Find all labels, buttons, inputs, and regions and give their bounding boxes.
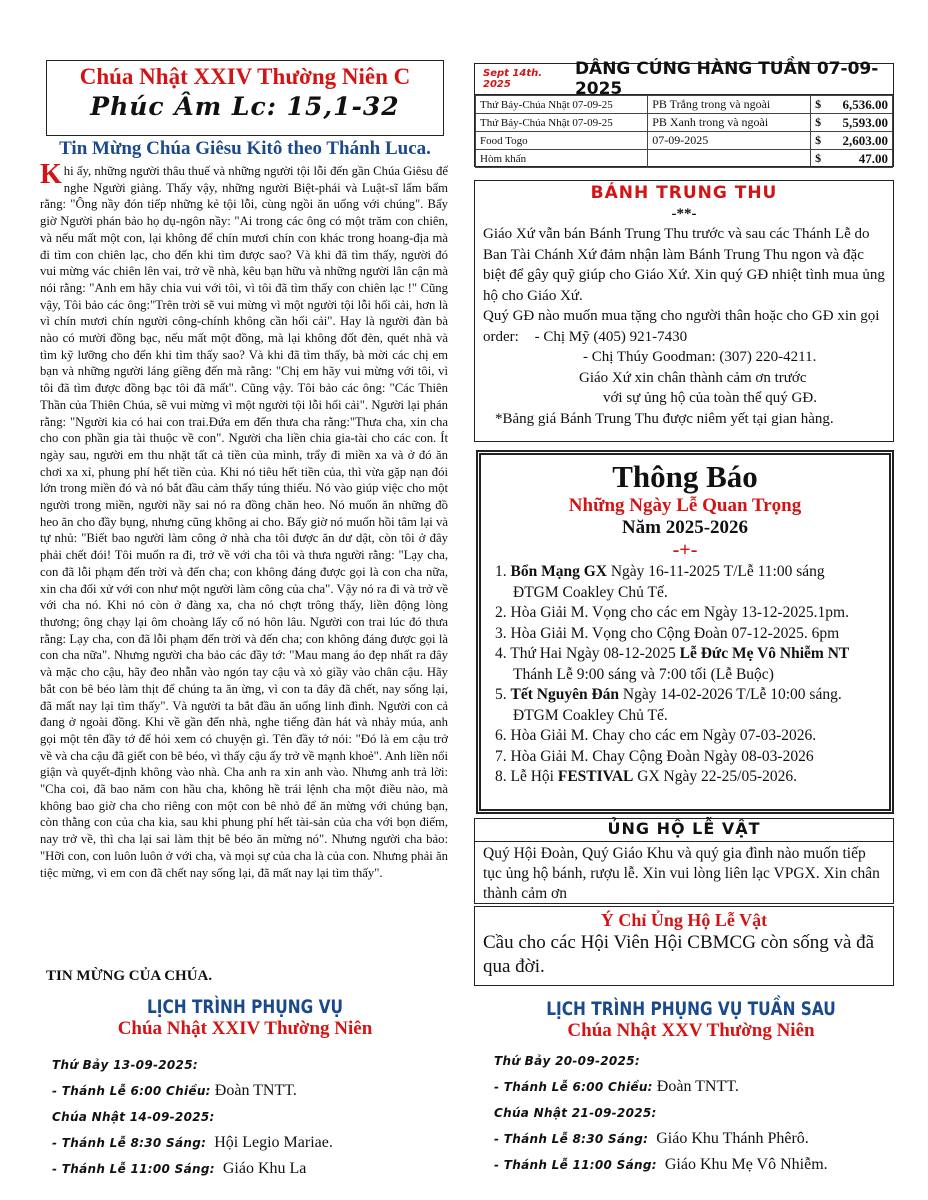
notice-text: Ngày 14-02-2026 T/Lễ 10:00 sáng. — [619, 686, 842, 703]
notice-text: Hòa Giải M. Vọng cho các em Ngày 13-12-2025.1pm. — [510, 604, 849, 621]
sun-mass2-label: - Thánh Lễ 11:00 Sáng: — [52, 1162, 215, 1176]
mooncake-separator: -**- — [671, 205, 697, 222]
notice-pre: Thứ Hai Ngày 08-12-2025 — [510, 645, 680, 662]
saturday-label: Thứ Bảy 13-09-2025: — [52, 1058, 198, 1072]
offering-detail — [648, 150, 811, 168]
schedule-subtitle: Chúa Nhật XXIV Thường Niên — [117, 1018, 373, 1039]
notice-text: Hòa Giải M. Chay cho các em Ngày 07-03-2026. — [510, 727, 817, 744]
schedule-next-week-rows — [494, 1048, 914, 1178]
contact-thuy: - Chị Thúy Goodman: (307) 220-4211. — [583, 349, 817, 365]
gospel-ending: TIN MỪNG CỦA CHÚA. — [46, 968, 213, 984]
next-saturday-label: Thứ Bảy 20-09-2025: — [494, 1054, 640, 1068]
notice-num: 4. — [495, 645, 507, 662]
schedule-next-week — [488, 998, 894, 1042]
gospel-reference: Phúc Âm Lc: 15,1-32 — [90, 92, 400, 121]
next-sun-mass2-label: - Thánh Lễ 11:00 Sáng: — [494, 1158, 657, 1172]
intention-title: Ý Chỉ Ủng Hộ Lễ Vật — [600, 910, 768, 930]
notice-item — [495, 767, 877, 788]
important-dates-notice — [476, 450, 894, 814]
notice-item — [495, 624, 877, 645]
notice-num: 2. — [495, 604, 507, 621]
notice-item — [495, 685, 877, 726]
offering-table-box — [474, 59, 894, 167]
notice-num: 7. — [495, 747, 507, 765]
offering-detail: 07-09-2025 — [648, 132, 811, 150]
offering-label: Food Togo — [476, 132, 648, 150]
notice-line2: ĐTGM Coakley Chủ Tế. — [513, 583, 668, 601]
schedule-next-title: LỊCH TRÌNH PHỤNG VỤ TUẦN SAU — [546, 998, 836, 1020]
next-sun-mass1-value: Giáo Khu Thánh Phêrô. — [656, 1130, 809, 1147]
notice-line2: ĐTGM Coakley Chủ Tế. — [513, 706, 668, 724]
notice-bold: Bổn Mạng GX — [510, 563, 607, 580]
offering-currency: $ — [811, 150, 839, 168]
offering-row — [476, 132, 893, 150]
notice-item — [495, 562, 877, 603]
notice-text: GX Ngày 22-25/05-2026. — [633, 768, 797, 785]
offering-currency: $ — [811, 132, 839, 150]
notice-num: 5. — [495, 686, 507, 703]
notice-list — [493, 562, 877, 788]
next-sun-mass1-label: - Thánh Lễ 8:30 Sáng: — [494, 1132, 649, 1146]
notice-num: 1. — [495, 563, 507, 580]
schedule-this-week-rows — [52, 1052, 452, 1182]
mooncake-title: BÁNH TRUNG THU — [590, 183, 778, 203]
notice-item — [495, 747, 877, 768]
notice-text: Ngày 16-11-2025 T/Lễ 11:00 sáng — [606, 563, 825, 580]
notice-pre: Lễ Hội — [510, 768, 558, 785]
notice-separator: -+- — [672, 539, 698, 561]
offering-detail: PB Xanh trong và ngoài — [648, 114, 811, 132]
notice-num: 8. — [495, 768, 507, 785]
offering-detail: PB Trắng trong và ngoài — [648, 96, 811, 114]
mooncake-paragraph-2: Quý GĐ nào muốn mua tặng cho người thân hoặc cho GĐ xin gọi order: — [483, 308, 880, 345]
notice-item — [495, 726, 877, 747]
notice-item — [495, 644, 877, 685]
offering-amount: 2,603.00 — [839, 132, 893, 150]
offering-amount: 6,536.00 — [839, 96, 893, 114]
notice-item — [495, 603, 877, 624]
offering-amount: 5,593.00 — [839, 114, 893, 132]
contact-my: - Chị Mỹ (405) 921-7430 — [534, 328, 688, 345]
schedule-this-week — [46, 996, 444, 1040]
sun-mass2-value: Giáo Khu La — [222, 1160, 307, 1177]
offering-label: Hòm khấn — [476, 150, 648, 168]
notice-bold: Tết Nguyên Đán — [510, 686, 620, 703]
next-sat-mass-label: - Thánh Lễ 6:00 Chiều: — [494, 1080, 653, 1094]
next-sunday-label: Chúa Nhật 21-09-2025: — [494, 1106, 657, 1120]
sat-mass-value: Đoàn TNTT. — [214, 1082, 297, 1099]
support-title: ỦNG HỘ LỄ VẬT — [475, 819, 893, 842]
notice-num: 6. — [495, 727, 507, 744]
offering-row — [476, 150, 893, 168]
notice-text: Hòa Giải M. Vọng cho Cộng Đoàn 07-12-2025. 6pm — [510, 624, 840, 642]
mooncake-box — [474, 180, 894, 442]
intention-box — [474, 906, 894, 986]
mooncake-thanks-1: Giáo Xứ xin chân thành cảm ơn trước — [579, 369, 807, 386]
schedule-title: LỊCH TRÌNH PHỤNG VỤ — [146, 996, 344, 1018]
sunday-title: Chúa Nhật XXIV Thường Niên C — [79, 64, 411, 89]
intention-text: Cầu cho các Hội Viên Hội CBMCG còn sống và đã qua đời. — [483, 932, 875, 977]
notice-num: 3. — [495, 624, 507, 642]
gospel-text — [40, 163, 448, 963]
sat-mass-label: - Thánh Lễ 6:00 Chiều: — [52, 1084, 211, 1098]
next-sun-mass2-value: Giáo Khu Mẹ Vô Nhiễm. — [664, 1156, 828, 1173]
offering-amount: 47.00 — [839, 150, 893, 168]
sunday-label: Chúa Nhật 14-09-2025: — [52, 1110, 215, 1124]
mooncake-note: *Bảng giá Bánh Trung Thu được niêm yết tại gian hàng. — [495, 410, 834, 427]
support-text: Quý Hội Đoàn, Quý Giáo Khu và quý gia đình nào muốn tiếp tục ủng hộ bánh, rượu lễ. Xin vui lòng liên lạc VPGX. Xin chân thành cảm ơn — [483, 845, 880, 902]
offering-title: DÂNG CÚNG HÀNG TUẦN 07-09-2025 — [574, 59, 879, 99]
notice-bold: Lễ Đức Mẹ Vô Nhiễm NT — [679, 645, 850, 662]
offering-label: Thứ Bảy-Chúa Nhật 07-09-25 — [476, 96, 648, 114]
sun-mass1-label: - Thánh Lễ 8:30 Sáng: — [52, 1136, 207, 1150]
sun-mass1-value: Hội Legio Mariae. — [214, 1134, 333, 1151]
sunday-header-box — [46, 60, 444, 136]
offering-currency: $ — [811, 96, 839, 114]
schedule-next-subtitle: Chúa Nhật XXV Thường Niên — [567, 1020, 815, 1041]
mooncake-thanks-2: với sự ủng hộ của toàn thể quý GĐ. — [603, 390, 817, 406]
gospel-heading: Tin Mừng Chúa Giêsu Kitô theo Thánh Luca. — [59, 138, 431, 159]
gospel-body: hi ấy, những người thâu thuế và những người tội lỗi đến gần Chúa Giêsu để nghe Người giảng. Thấy vậy, những người Biệt-phái và Luật-sĩ lẩm bẩm rằng: "Ông nầy đón tiếp những kẻ tội lỗi, cùng ngồi ăn uống với chúng". Bấy giờ Người phán bảo họ dụ-ngôn nầy: "Ai trong các ông có một trăm con chiên, và nếu mất một con, lại không để chín mươi chín con khác trong hoang-địa mà đi tìm con chiên lạc, cho đến khi tìm được sao? Và khi đã tìm thấy, người đó vui mừng vác chiên lên vai, trở về nhà, kêu bạn hữu và những người lân cận mà nói rằng: "Anh em hãy chia vui với tôi, vì tôi đã tìm thấy con chiên lạc !" Cũng vậy, Tôi bảo các ông:"Trên trời sẽ vui mừng vì một người tội lỗi hối cải, hơn là vì chín mươi chín người công-chính không cần hối cải". Hay là người đàn bà nào có mười đồng bạc, nếu mất một đồng, mà lại không đốt đèn, quét nhà và tìm kỹ lưỡng cho đến khi tìm thấy sao? Và khi đã tìm thấy, bà mời các chị em bạn và những người láng giềng đến mà rằng: "Chị em hãy vui mừng với tôi, vì tôi đã tìm được đồng bạc tôi đã mất". Cũng vậy. Tôi bảo các ông: "Các Thiên Thần của Thiên Chúa, sẽ vui mừng vì một người tội lỗi hối cải". Người lại phán rằng: "Người kia có hai con trai.Đứa em đến thưa cha rằng:"Thưa cha, xin cha cho con phần gia tài thuộc về con". Người cha liền chia gia-tài cho các con. Ít ngày sau, người em thu nhặt tất cả tiền của mình, trẩy đi miền xa và ở đó ăn chơi xa xỉ, phung phí hết tiền của. Khi nó tiêu hết tiền của, thì vừa gặp nạn đói lớn trong miền đó và nó bắt đầu cảm thấy túng thiếu. Nó vào giúp việc cho một người trong miền, người nầy sai nó ra đồng chăn heo. Nó muốn ăn những đồ heo ăn cho đầy bụng, nhưng cũng không ai cho. Bấy giờ nó muốn hồi tâm lại và tự nhủ: "Biết bao người làm công ở nhà cha tôi được ăn dư dật, còn tôi ở đây phải chết đói! Tôi muốn ra đi, trở về với cha tôi và thưa người rằng: "Lạy cha, con đã lỗi phạm đến trời và đến cha; con không đáng được gọi là con cha nữa, xin cha đối xử với con như một người làm công của cha". Vậy nó ra đi và trở về với cha nó. Khi nó còn ở đàng xa, cha nó chợt trông thấy, liền động lòng thương; ông chạy lại ôm choàng lấy cổ nó hôn lâu. Người con trai lúc đó thưa rằng: Lạy cha, con đã lỗi phạm đến trời và đến cha; con không đáng được gọi là con cha nữa". Nhưng người cha bảo các đầy tớ: "Mau mang áo đẹp nhất ra đây và mặc cho cậu, hãy đeo nhẫn vào ngón tay cậu và xỏ giầy vào chân cậu. Hãy bắt con bê béo làm thịt để chúng ta ăn ừng, vì con ta đây đã chết, nay sống lại, đã mất nay lại tìm thấy". Và người ta bắt đầu ăn uống linh đình. Người con cả đang ở ngoài đồng. Khi về gần đến nhà, nghe tiếng đàn hát và nhảy múa, anh gọi một tên đầy tớ để hỏi xem có chuyện gì. Tên đầy tớ nói: "Đó là em cậu trở về và cha cậu đã giết con bê béo, vì thấy cậu ấy trở về mạnh khoẻ". Anh liền nổi giận và quyết-định không vào nhà. Cha anh ra xin anh vào. Nhưng anh trả lời: "Cha coi, đã bao năm con hầu cha, không hề trái lệnh cha một điều nào, mà không bao giờ cha cho riêng con một con bê nhỏ để ăn mừng với chúng bạn, còn thằng con của cha kia, sau khi phung phí hết tài-sản của cha với bọn điếm, nay trở về, thì cha lại sai làm thịt bê béo ăn mừng nó". Nhưng người cha bảo: "Hỡi con, con luôn luôn ở với cha, và mọi sự của cha là của con. Nhưng phải ăn tiệc mừng, vì em con đã chết nay sống lại, đã mất nay lại tìm thấy". — [40, 164, 448, 880]
offering-header — [475, 59, 893, 99]
notice-year: Năm 2025-2026 — [621, 517, 749, 538]
handwritten-date: Sept 14th. 2025 — [483, 68, 543, 90]
offering-label: Thứ Bảy-Chúa Nhật 07-09-25 — [476, 114, 648, 132]
offering-row — [476, 114, 893, 132]
notice-line2: Thánh Lễ 9:00 sáng và 7:00 tối (Lễ Buộc) — [513, 665, 774, 683]
support-offering-box — [474, 818, 894, 904]
notice-text: Hòa Giải M. Chay Cộng Đoàn Ngày 08-03-2026 — [510, 747, 814, 765]
mooncake-paragraph-1: Giáo Xứ vẫn bán Bánh Trung Thu trước và sau các Thánh Lễ do Ban Tài Chánh Xứ đảm nhận làm Bánh Trung Thu ngon và đặc biệt để gây quỹ giúp cho Giáo Xứ. Xin quý GĐ nhiệt tình mua ủng hộ cho Giáo Xứ. — [483, 226, 885, 304]
drop-cap: K — [40, 163, 62, 190]
notice-bold: FESTIVAL — [557, 768, 634, 785]
notice-title: Thông Báo — [612, 459, 758, 494]
notice-subtitle: Những Ngày Lễ Quan Trọng — [568, 495, 802, 516]
next-sat-mass-value: Đoàn TNTT. — [656, 1078, 739, 1095]
offering-table — [475, 95, 893, 168]
offering-currency: $ — [811, 114, 839, 132]
